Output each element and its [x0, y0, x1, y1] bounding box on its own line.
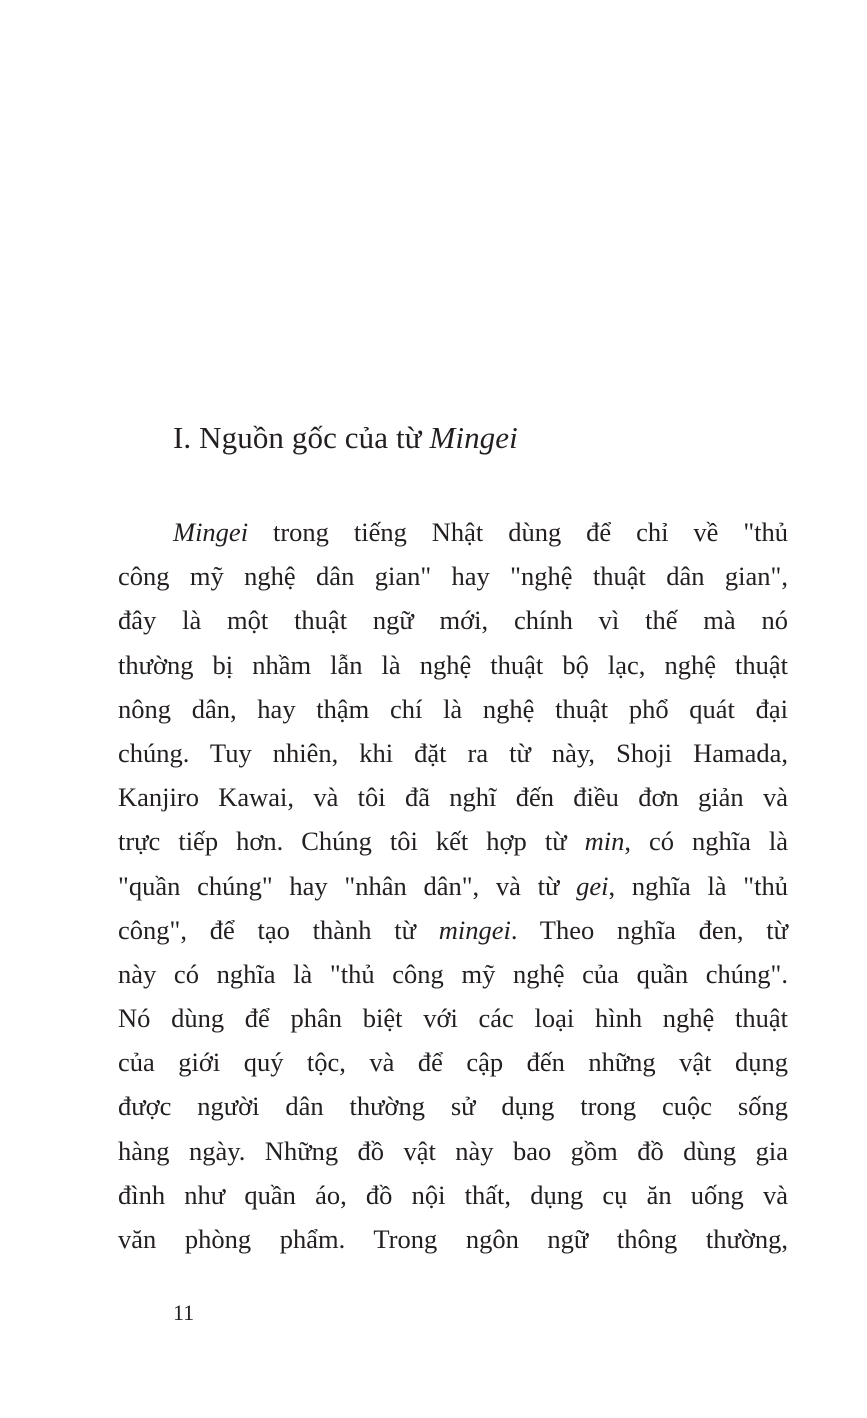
line-text: "quần chúng" hay "nhân dân", và từ — [118, 870, 577, 901]
italic-term: min — [584, 826, 625, 857]
paragraph-line — [118, 1084, 788, 1128]
line-text: , nghĩa là "thủ — [608, 870, 788, 901]
paragraph-line — [118, 1040, 788, 1084]
line-text: công", để tạo thành từ — [118, 914, 439, 945]
line-text: văn phòng phẩm. Trong ngôn ngữ thông thường, — [118, 1224, 788, 1254]
paragraph-line — [118, 643, 788, 687]
line-text: Kanjiro Kawai, và tôi đã nghĩ đến điều đơn giản và — [118, 782, 788, 813]
line-text: trong tiếng Nhật dùng để chỉ về "thủ — [248, 517, 788, 547]
line-text: , có nghĩa là — [624, 826, 789, 857]
italic-term: mingei — [438, 914, 511, 945]
paragraph-line — [118, 996, 788, 1040]
body-paragraph — [118, 510, 788, 1261]
italic-term: gei — [576, 870, 609, 901]
chapter-number: I. — [173, 420, 192, 455]
line-text: đình như quần áo, đồ nội thất, dụng cụ ăn uống và — [118, 1179, 788, 1210]
paragraph-line — [118, 598, 788, 642]
paragraph-line — [118, 731, 788, 775]
italic-term: Mingei — [173, 517, 249, 547]
paragraph-line — [118, 908, 788, 952]
line-text: được người dân thường sử dụng trong cuộc sống — [118, 1091, 788, 1122]
paragraph-line — [118, 510, 788, 554]
chapter-title — [173, 418, 518, 458]
paragraph-line — [118, 775, 788, 819]
paragraph-line — [118, 1217, 788, 1261]
line-text: thường bị nhầm lẫn là nghệ thuật bộ lạc, nghệ thuật — [118, 649, 788, 680]
line-text: trực tiếp hơn. Chúng tôi kết hợp từ — [118, 826, 585, 857]
line-text: . Theo nghĩa đen, từ — [510, 914, 788, 945]
line-text: Nó dùng để phân biệt với các loại hình nghệ thuật — [118, 1003, 788, 1034]
paragraph-line — [118, 819, 788, 863]
line-text: hàng ngày. Những đồ vật này bao gồm đồ dùng gia — [118, 1135, 788, 1166]
paragraph-line — [118, 952, 788, 996]
paragraph-line — [118, 687, 788, 731]
paragraph-line — [118, 1173, 788, 1217]
line-text: của giới quý tộc, và để cập đến những vật dụng — [118, 1047, 788, 1078]
line-text: nông dân, hay thậm chí là nghệ thuật phổ quát đại — [118, 693, 788, 724]
page-number: 11 — [173, 1300, 195, 1325]
chapter-title-text: Nguồn gốc của từ — [199, 420, 422, 455]
line-text: đây là một thuật ngữ mới, chính vì thế mà nó — [118, 605, 788, 636]
paragraph-line — [118, 864, 788, 908]
line-text: chúng. Tuy nhiên, khi đặt ra từ này, Shoji Hamada, — [118, 737, 788, 768]
paragraph-line — [118, 554, 788, 598]
chapter-title-italic-term: Mingei — [429, 420, 518, 455]
line-text: công mỹ nghệ dân gian" hay "nghệ thuật dân gian", — [118, 561, 788, 592]
paragraph-line — [118, 1129, 788, 1173]
line-text: này có nghĩa là "thủ công mỹ nghệ của quần chúng". — [118, 958, 788, 989]
